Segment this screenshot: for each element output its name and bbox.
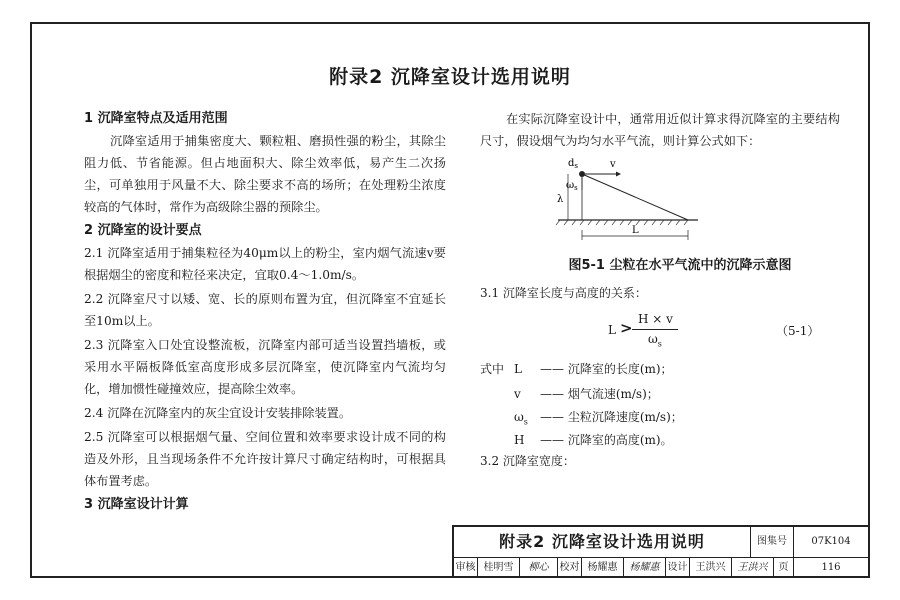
formula-5-1 bbox=[600, 312, 840, 352]
review-label: 审核 bbox=[454, 558, 478, 578]
variable-description: —— 烟气流速(m/s)； bbox=[540, 387, 659, 401]
section-3-title: 3 沉降室设计计算 bbox=[84, 497, 189, 512]
item-3-1: 3.1 沉降室长度与高度的关系： bbox=[480, 286, 647, 300]
right-column bbox=[480, 108, 840, 152]
atlas-number: 07K104 bbox=[811, 536, 851, 547]
section-1-paragraph: 沉降室适用于捕集密度大、颗粒粗、磨损性强的粉尘，其除尘阻力低、节省能源。但占地面积大、除尘效率低，易产生二次扬尘，可单独用于风量不大、除尘要求不高的场所；在处理粉尘浓度较高的气体时，常作为高级除尘器的预除尘。 bbox=[84, 134, 446, 214]
variable-symbol: L bbox=[514, 362, 522, 376]
item-3-2: 3.2 沉降室宽度： bbox=[480, 454, 575, 468]
page-label: 页 bbox=[774, 558, 794, 578]
formula-denominator: $\omega_s$ bbox=[648, 332, 662, 349]
title-block bbox=[452, 525, 870, 578]
variable-symbol: v bbox=[514, 387, 521, 401]
variable-description: —— 沉降室的长度(m)； bbox=[540, 362, 673, 376]
variable-symbol: H bbox=[514, 433, 525, 447]
v-label: v bbox=[610, 159, 616, 170]
ds-label: $d_s$ bbox=[568, 158, 578, 170]
trajectory-line bbox=[582, 174, 688, 220]
design-label: 设计 bbox=[666, 558, 690, 578]
designer-name: 王洪兴 bbox=[690, 558, 732, 578]
title-block-title: 附录2 沉降室设计选用说明 bbox=[454, 527, 751, 557]
ground-hatch bbox=[556, 220, 688, 225]
title-block-row-1 bbox=[454, 527, 868, 558]
figure-caption: 图5-1 尘粒在水平气流中的沉降示意图 bbox=[568, 258, 792, 273]
ws-label: $\omega_s$ bbox=[566, 180, 578, 192]
variable-row bbox=[514, 408, 683, 426]
section-3-intro: 在实际沉降室设计中，通常用近似计算求得沉降室的主要结构尺寸，假设烟气为均匀水平气流，则计算公式如下： bbox=[480, 112, 840, 148]
variable-row bbox=[514, 360, 673, 377]
item-2-1: 2.1 沉降室适用于捕集粒径为40μm以上的粉尘，室内烟气流速v要根据烟尘的密度和粒径来决定，宜取0.4～1.0m/s。 bbox=[84, 246, 446, 282]
check-label: 校对 bbox=[558, 558, 582, 578]
section-1-title: 1 沉降室特点及适用范围 bbox=[84, 111, 228, 126]
reviewer-signature: 柳心 bbox=[520, 558, 558, 578]
variable-description: —— 沉降室的高度(m)。 bbox=[540, 433, 673, 447]
left-column bbox=[84, 108, 446, 516]
section-2-title: 2 沉降室的设计要点 bbox=[84, 223, 202, 238]
variable-row bbox=[514, 431, 673, 448]
page-number: 116 bbox=[821, 562, 841, 573]
page-title: 附录2 沉降室设计选用说明 bbox=[329, 66, 571, 88]
variable-description: —— 尘粒沉降速度(m/s)； bbox=[540, 410, 683, 424]
velocity-arrowhead bbox=[616, 172, 621, 177]
item-2-2: 2.2 沉降室尺寸以矮、宽、长的原则布置为宜，但沉降室不宜延长至10m以上。 bbox=[84, 292, 446, 328]
reviewer-name: 桂明雪 bbox=[478, 558, 520, 578]
item-2-3: 2.3 沉降室入口处宜设整流板，沉降室内部可适当设置挡墙板，或采用水平隔板降低室高度形成多层沉降室，使沉降室内气流均匀化，增加惯性碰撞效应，提高除尘效率。 bbox=[84, 338, 446, 396]
checker-signature: 杨耀惠 bbox=[624, 558, 666, 578]
item-2-5: 2.5 沉降室可以根据烟气量、空间位置和效率要求设计成不同的构造及外形，且当现场条件不允许按计算尺寸确定结构时，可根据具体布置考虑。 bbox=[84, 430, 446, 488]
length-label: L bbox=[632, 225, 639, 236]
formula-fraction-bar bbox=[632, 329, 678, 330]
designer-signature: 王洪兴 bbox=[732, 558, 774, 578]
variable-row bbox=[514, 385, 659, 402]
checker-name: 杨耀惠 bbox=[582, 558, 624, 578]
title-block-row-2 bbox=[454, 558, 868, 578]
formula-number: （5-1） bbox=[776, 324, 820, 338]
item-2-4: 2.4 沉降在沉降室内的灰尘宜设计安装排除装置。 bbox=[84, 406, 352, 420]
height-label: λ bbox=[557, 194, 564, 205]
settling-diagram bbox=[548, 150, 708, 246]
where-label: 式中 bbox=[480, 362, 505, 376]
atlas-label: 图集号 bbox=[751, 527, 794, 557]
formula-lhs: L bbox=[608, 323, 616, 337]
variable-symbol: $\omega_s$ bbox=[514, 410, 528, 427]
formula-gt-sign: > bbox=[620, 319, 633, 337]
formula-numerator: H × v bbox=[638, 312, 673, 326]
